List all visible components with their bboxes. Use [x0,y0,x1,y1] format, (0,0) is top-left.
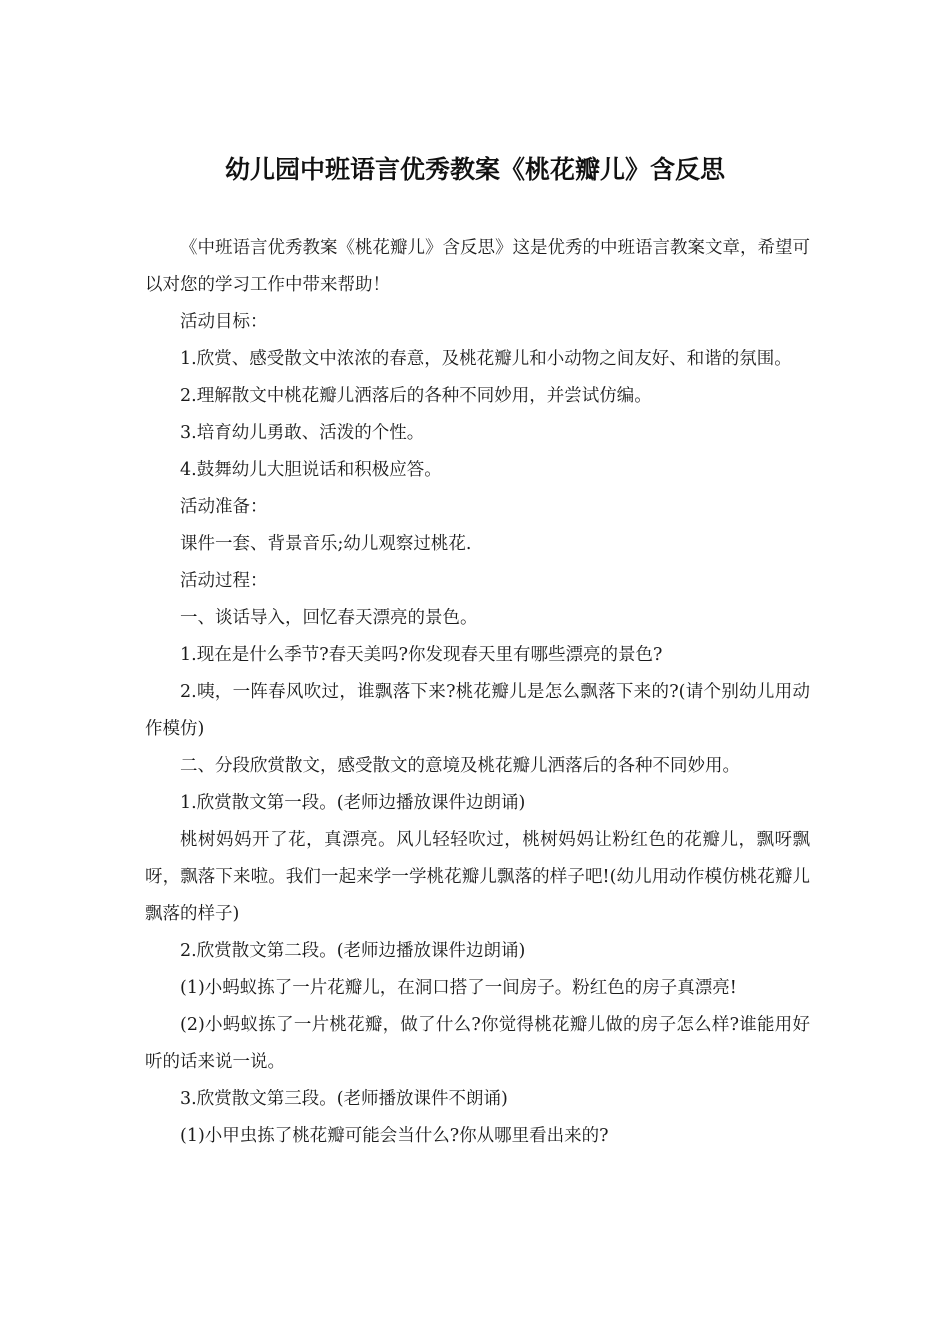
preparation-text: 课件一套、背景音乐;幼儿观察过桃花. [180,534,472,554]
process-item-2-2: 2.欣赏散文第二段。(老师边播放课件边朗诵) [180,941,526,961]
heading-activity-preparation: 活动准备： [180,497,268,517]
question-2-2-1: (1)小蚂蚁拣了一片花瓣儿，在洞口搭了一间房子。粉红色的房子真漂亮! [180,978,737,998]
paragraph-intro: 《中班语言优秀教案《桃花瓣儿》含反思》这是优秀的中班语言教案文章，希望可以对您的学习工作中带来帮助！ [145,238,810,295]
process-section-2: 二、分段欣赏散文，感受散文的意境及桃花瓣儿洒落后的各种不同妙用。 [180,756,740,776]
question-2-2-2: (2)小蚂蚁拣了一片桃花瓣，做了什么?你觉得桃花瓣儿做的房子怎么样?谁能用好听的话来说一说。 [145,1015,810,1072]
goal-item-3: 3.培育幼儿勇敢、活泼的个性。 [180,423,425,443]
question-2-3-1: (1)小甲虫拣了桃花瓣可能会当什么?你从哪里看出来的? [180,1126,609,1146]
process-item-2-3: 3.欣赏散文第三段。(老师播放课件不朗诵) [180,1089,508,1109]
process-item-1-1: 1.现在是什么季节?春天美吗?你发现春天里有哪些漂亮的景色? [180,645,663,665]
heading-activity-process: 活动过程： [180,571,268,591]
goal-item-2: 2.理解散文中桃花瓣儿洒落后的各种不同妙用，并尝试仿编。 [180,386,652,406]
goal-item-1: 1.欣赏、感受散文中浓浓的春意，及桃花瓣儿和小动物之间友好、和谐的氛围。 [180,349,792,369]
heading-activity-goals: 活动目标： [180,312,268,332]
document-body [145,230,810,1155]
process-item-1-2: 2.咦，一阵春风吹过，谁飘落下来?桃花瓣儿是怎么飘落下来的?(请个别幼儿用动作模仿) [145,682,810,739]
process-item-2-1: 1.欣赏散文第一段。(老师边播放课件边朗诵) [180,793,526,813]
goal-item-4: 4.鼓舞幼儿大胆说话和积极应答。 [180,460,442,480]
process-section-1: 一、谈话导入，回忆春天漂亮的景色。 [180,608,478,628]
prose-paragraph-1: 桃树妈妈开了花，真漂亮。风儿轻轻吹过，桃树妈妈让粉红色的花瓣儿，飘呀飘呀，飘落下来啦。我们一起来学一学桃花瓣儿飘落的样子吧!(幼儿用动作模仿桃花瓣儿飘落的样子) [145,830,810,924]
document-title: 幼儿园中班语言优秀教案《桃花瓣儿》含反思 [224,155,725,184]
